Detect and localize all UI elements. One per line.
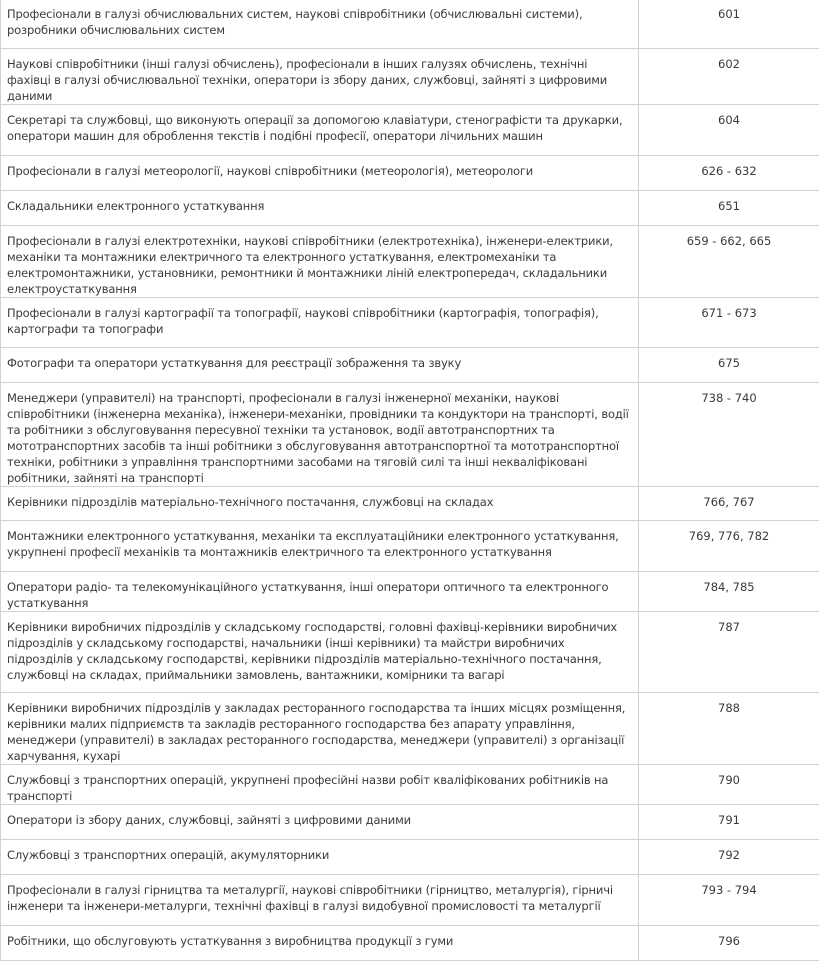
occupation-cell: Професіонали в галузі обчислювальних систем, наукові співробітники (обчислювальні системи), розробники обчислювальних систем [1,0,639,49]
table-row [1,226,819,298]
occupation-cell: Секретарі та службовці, що виконують операції за допомогою клавіатури, стенографісти та друкарки, оператори машин для оброблення текстів і подібні професії, оператори лічильних машин [1,105,639,156]
occupation-cell: Менеджери (управителі) на транспорті, професіонали в галузі інженерної механіки, наукові співробітники (інженерна механіка), інженери-механіки, провідники та кондуктори на транспорті, водії та робітники з обслуговування пересувної техніки та установок, водії автотранспортних та мототранспортних засобів та інші робітники з обслуговування автотранспортної та мототранспортної техніки, робітники з управління транспортними засобами на тяговій силі та інші некваліфіковані робітники, зайняті на транспорті [1,383,639,487]
table-row [1,105,819,156]
code-cell: 796 [639,926,819,961]
occupation-cell: Керівники виробничих підрозділів у складському господарстві, головні фахівці-керівники виробничих підрозділів у складському господарстві, начальники (інші керівники) та майстри виробничих підрозділів у складському господарстві, керівники підрозділів матеріально-технічного постачання, службовці на складах, приймальники замовлень, вантажники, комірники та вагарі [1,612,639,693]
table-row [1,805,819,840]
code-cell: 671 - 673 [639,298,819,348]
table-row [1,298,819,348]
table-row [1,348,819,383]
table-row [1,0,819,49]
occupation-cell: Складальники електронного устаткування [1,191,639,226]
table-row [1,765,819,805]
table-row [1,840,819,875]
occupation-cell: Монтажники електронного устаткування, механіки та експлуатаційники електронного устаткування, укрупнені професії механіків та монтажників електричного та електронного устаткування [1,521,639,572]
occupation-cell: Професіонали в галузі гірництва та металургії, наукові співробітники (гірництво, металургія), гірничі інженери та інженери-металурги, технічні фахівці в галузі видобувної промисловості та металургії [1,875,639,926]
code-cell: 626 - 632 [639,156,819,191]
table-row [1,383,819,487]
code-cell: 787 [639,612,819,693]
code-cell: 769, 776, 782 [639,521,819,572]
code-cell: 788 [639,693,819,765]
occupation-cell: Професіонали в галузі метеорології, наукові співробітники (метеорологія), метеорологи [1,156,639,191]
occupation-cell: Керівники підрозділів матеріально-технічного постачання, службовці на складах [1,487,639,521]
code-cell: 791 [639,805,819,840]
table-row [1,612,819,693]
table-row [1,875,819,926]
code-cell: 793 - 794 [639,875,819,926]
code-cell: 784, 785 [639,572,819,612]
code-cell: 604 [639,105,819,156]
code-cell: 651 [639,191,819,226]
code-cell: 675 [639,348,819,383]
occupation-cell: Фотографи та оператори устаткування для реєстрації зображення та звуку [1,348,639,383]
code-cell: 738 - 740 [639,383,819,487]
occupation-cell: Професіонали в галузі картографії та топографії, наукові співробітники (картографія, топографія), картографи та топографи [1,298,639,348]
table-body [1,0,819,961]
table-row [1,487,819,521]
table-row [1,926,819,961]
table-row [1,693,819,765]
occupation-cell: Оператори радіо- та телекомунікаційного устаткування, інші оператори оптичного та електронного устаткування [1,572,639,612]
code-cell: 792 [639,840,819,875]
code-cell: 602 [639,49,819,105]
occupation-cell: Оператори із збору даних, службовці, зайняті з цифровими даними [1,805,639,840]
occupation-cell: Професіонали в галузі електротехніки, наукові співробітники (електротехніка), інженери-електрики, механіки та монтажники електричного та електронного устаткування, електромеханіки та електромонтажники, установники, ремонтники й монтажники ліній електропередач, складальники електроустаткування [1,226,639,298]
code-cell: 766, 767 [639,487,819,521]
table-row [1,572,819,612]
code-cell: 659 - 662, 665 [639,226,819,298]
occupation-cell: Робітники, що обслуговують устаткування з виробництва продукції з гуми [1,926,639,961]
occupation-cell: Службовці з транспортних операцій, акумуляторники [1,840,639,875]
occupation-cell: Керівники виробничих підрозділів у закладах ресторанного господарства та інших місцях розміщення, керівники малих підприємств та закладів ресторанного господарства без апарату управління, менеджери (управителі) в закладах ресторанного господарства, менеджери (управителі) з організації харчування, кухарі [1,693,639,765]
code-cell: 790 [639,765,819,805]
occupation-cell: Службовці з транспортних операцій, укрупнені професійні назви робіт кваліфікованих робітників на транспорті [1,765,639,805]
occupation-cell: Наукові співробітники (інші галузі обчислень), професіонали в інших галузях обчислень, технічні фахівці в галузі обчислювальної техніки, оператори із збору даних, службовці, зайняті з цифровими даними [1,49,639,105]
table-row [1,521,819,572]
table-row [1,191,819,226]
code-cell: 601 [639,0,819,49]
table-row [1,49,819,105]
table-row [1,156,819,191]
